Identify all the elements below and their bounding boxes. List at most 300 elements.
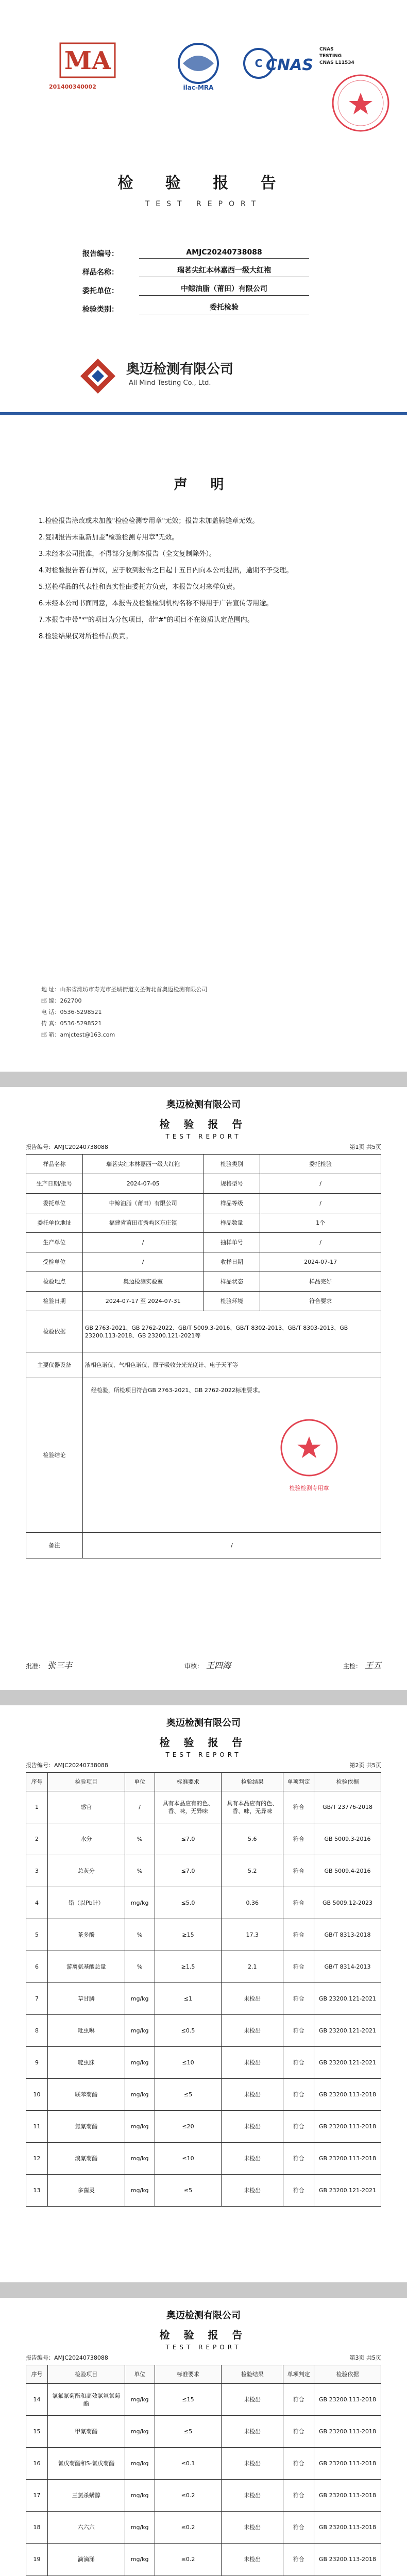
table-cell: 水分 [47,1823,125,1855]
cover-page [0,0,407,1072]
info-row [82,242,309,259]
table-cell: 未检出 [222,2079,283,2111]
cell-value: 2024-07-05 [82,1174,204,1194]
table-cell: 2 [26,1823,48,1855]
report-meta [26,1761,381,1769]
table-cell: ≤0.5 [155,2015,222,2047]
cnas-line: CNAS L11534 [319,60,354,65]
table-row [26,2448,381,2480]
table-cell: ≤0.2 [155,2480,222,2512]
table-row [26,1311,381,1352]
table-cell: mg/kg [125,1887,155,1919]
cell-label: 检验依据 [26,1311,83,1352]
cnas-line: TESTING [319,54,342,59]
table-cell: 未检出 [222,2480,283,2512]
signature-value: 王五 [364,1660,381,1670]
table-row [26,1155,381,1174]
report-company: 奥迈检测有限公司 [166,1718,241,1728]
cell-label: 生产日期/批号 [26,1174,83,1194]
signature-inspect [343,1659,381,1671]
table-cell: ≥1.5 [155,1951,222,1983]
signature-review [184,1659,231,1671]
table-cell: 符合 [283,2512,314,2544]
cell-label: 委托单位 [26,1194,83,1213]
column-header: 检验结果 [222,1773,283,1791]
table-header-row [26,1773,381,1791]
table-cell: 总灰分 [47,1855,125,1887]
column-header: 标准要求 [155,1773,222,1791]
table-cell: ≥15 [155,1919,222,1951]
table-row [26,1233,381,1252]
cell-value: 经检验，所检项目符合GB 2763-2021、GB 2762-2022标准要求。 [82,1378,381,1533]
cell-label: 抽样单号 [204,1233,260,1252]
table-cell: GB 5009.12-2023 [314,1887,381,1919]
cover-info [82,242,309,316]
info-row [82,279,309,296]
table-cell: ≤20 [155,2111,222,2143]
table-cell: GB 5009.4-2016 [314,1855,381,1887]
column-header: 单位 [125,1773,155,1791]
table-row [26,2143,381,2175]
table-cell: 符合 [283,2544,314,2575]
table-cell: 18 [26,2512,48,2544]
table-cell: ≤5 [155,2416,222,2448]
table-cell: mg/kg [125,2480,155,2512]
page-suffix: 页 共5页 [359,1762,381,1769]
svg-text:C: C [255,57,263,70]
table-cell: 未检出 [222,2384,283,2416]
cell-label: 生产单位 [26,1233,83,1252]
cell-value: 液相色谱仪、气相色谱仪、原子吸收分光光度计、电子天平等 [82,1352,381,1378]
cell-label: 受检单位 [26,1252,83,1272]
page-number [350,1761,382,1769]
report-title-en: TEST REPORT [165,2344,242,2351]
table-cell: 啶虫脒 [47,2047,125,2079]
declaration-item: 7.本报告中带"*"的项目为分包项目，带"#"的项目不在资质认定范围内。 [39,616,254,624]
signature-row [26,1659,381,1671]
page-prefix: 第 [349,1144,355,1150]
contact-info [41,984,371,1041]
table-cell: 符合 [283,2143,314,2175]
table-cell: 溴氰菊酯 [47,2143,125,2175]
page-number: 第1页 共5页 [349,1144,381,1150]
column-header: 单位 [125,2365,155,2384]
contact-line: 传 真：0536-5298521 [41,1020,102,1027]
cell-label: 备注 [26,1533,83,1558]
table-cell: 1 [26,1791,48,1823]
report-number: 报告编号：AMJC20240738088 [26,2354,108,2361]
table-cell: 未检出 [222,2047,283,2079]
table-cell: mg/kg [125,2544,155,2575]
report-meta [26,2353,381,2362]
cell-value: / [260,1194,381,1213]
table-cell: 4 [26,1887,48,1919]
report-company: 奥迈检测有限公司 [166,2310,241,2321]
table-cell: 铅（以Pb计） [47,1887,125,1919]
column-header: 序号 [26,1773,48,1791]
table-cell: GB 23200.121-2021 [314,2015,381,2047]
table-cell: GB 23200.121-2021 [314,1983,381,2015]
signature-value: 张三丰 [47,1660,73,1670]
table-cell: ≤5 [155,2079,222,2111]
report-number: 报告编号：AMJC20240738088 [26,1144,108,1150]
declaration-item: 1.检验报告涂改或未加盖"检验检测专用章"无效；报告未加盖骑缝章无效。 [39,517,259,525]
declaration-list [39,515,368,647]
table-cell: 未检出 [222,2544,283,2575]
table-cell: 12 [26,2143,48,2175]
info-value: 委托检验 [139,302,309,314]
table-cell: mg/kg [125,2143,155,2175]
column-header: 单项判定 [283,2365,314,2384]
table-cell: ≤5.0 [155,1887,222,1919]
cell-value: 委托检验 [260,1155,381,1174]
table-row [26,1533,381,1558]
cell-value: / [82,1533,381,1558]
table-cell: mg/kg [125,2015,155,2047]
divider [0,412,407,415]
table-row [26,2512,381,2544]
info-value: 中鲸油脂（莆田）有限公司 [139,283,309,296]
table-cell: GB 5009.3-2016 [314,1823,381,1855]
table-cell: 未检出 [222,2416,283,2448]
table-cell: mg/kg [125,2512,155,2544]
table-cell: 17 [26,2480,48,2512]
column-header: 检验依据 [314,2365,381,2384]
table-cell: 氯氟氰菊酯和高效氯氟氰菊酯 [47,2384,125,2416]
cell-value: 2024-07-17 至 2024-07-31 [82,1292,204,1311]
table-cell: 未检出 [222,2512,283,2544]
table-cell: mg/kg [125,2416,155,2448]
contact-line: 电 话：0536-5298521 [41,1009,102,1015]
declaration-item: 5.送检样品的代表性和真实性由委托方负责，本报告仅对来样负责。 [39,583,240,591]
table-cell: 5 [26,1919,48,1951]
table-cell: 符合 [283,2047,314,2079]
table-cell: ≤5 [155,2175,222,2207]
table-row [26,2480,381,2512]
cell-value: 福建省莆田市秀屿区东庄镇 [82,1213,204,1233]
table-cell: 符合 [283,1855,314,1887]
table-row [26,1213,381,1233]
table-cell: 符合 [283,1823,314,1855]
inspection-seal-stamp [278,1417,340,1479]
cell-label: 检验环境 [204,1292,260,1311]
table-cell: 游离氨基酸总量 [47,1951,125,1983]
cell-value: 样品完好 [260,1272,381,1292]
signature-value: 王四海 [206,1660,231,1670]
cell-label: 规格型号 [204,1174,260,1194]
cell-label: 检验地点 [26,1272,83,1292]
declaration-item: 4.对检验报告若有异议，应于收到报告之日起十五日内向本公司提出，逾期不予受理。 [39,567,293,574]
report-title: 检 验 报 告 [159,1736,248,1749]
table-cell: 16 [26,2448,48,2480]
cell-value: / [260,1174,381,1194]
cell-label: 样品等级 [204,1194,260,1213]
info-key: 样品名称： [82,268,118,277]
declaration-title: 声 明 [174,477,233,493]
table-cell: GB 23200.113-2018 [314,2111,381,2143]
table-cell: GB 23200.113-2018 [314,2416,381,2448]
column-header: 检验项目 [47,2365,125,2384]
table-cell: 氰戊菊酯和S-氰戊菊酯 [47,2448,125,2480]
contact-line: 地 址：山东省潍坊市寿光市圣城街道文圣街北首奥迈检测有限公司 [41,986,208,993]
report-page-1 [0,1087,407,1690]
column-header: 序号 [26,2365,48,2384]
table-cell: 3 [26,1855,48,1887]
table-cell: GB/T 8313-2018 [314,1919,381,1951]
table-row [26,1292,381,1311]
report-page-2 [0,1705,407,2282]
table-row [26,1983,381,2015]
table-cell: ≤10 [155,2047,222,2079]
svg-text:ilac-MRA: ilac-MRA [183,84,214,91]
report-title: 检 验 报 告 [159,2329,248,2341]
table-cell: 6 [26,1951,48,1983]
table-cell: 符合 [283,2015,314,2047]
table-cell: 符合 [283,1983,314,2015]
table-cell: 8 [26,2015,48,2047]
table-cell: mg/kg [125,2175,155,2207]
page-no: 2 [355,1762,359,1769]
report-company: 奥迈检测有限公司 [166,1099,241,1110]
table-cell: ≤7.0 [155,1823,222,1855]
table-cell: 未检出 [222,2143,283,2175]
table-row [26,1823,381,1855]
cell-label: 收样日期 [204,1252,260,1272]
table-cell: 甲氰菊酯 [47,2416,125,2448]
table-cell: 六六六 [47,2512,125,2544]
signature-label: 审核： [184,1663,203,1670]
table-row [26,1272,381,1292]
table-cell: 符合 [283,1919,314,1951]
table-row [26,1174,381,1194]
table-row [26,2416,381,2448]
column-header: 检验结果 [222,2365,283,2384]
table-cell: 15 [26,2416,48,2448]
table-cell: 5.6 [222,1823,283,1855]
table-row [26,2111,381,2143]
cell-value: 2024-07-17 [260,1252,381,1272]
table-cell: 符合 [283,2416,314,2448]
column-header: 检验项目 [47,1773,125,1791]
table-cell: GB 23200.113-2018 [314,2384,381,2416]
table-header-row [26,2365,381,2384]
table-row [26,1951,381,1983]
table-row [26,1252,381,1272]
signature-approve [26,1659,72,1671]
cell-label: 检验类别 [204,1155,260,1174]
table-cell: ≤10 [155,2143,222,2175]
page-prefix: 第 [349,1762,355,1769]
table-cell: ≤0.2 [155,2544,222,2575]
table-cell: % [125,1855,155,1887]
table-cell: GB 23200.113-2018 [314,2544,381,2575]
info-row [82,261,309,277]
report-header [0,1097,407,1140]
table-cell: 茶多酚 [47,1919,125,1951]
table-cell: GB 23200.113-2018 [314,2448,381,2480]
page-no: 3 [355,2354,359,2361]
table-cell: 氯氰菊酯 [47,2111,125,2143]
cnas-caption [319,46,354,66]
table-row [26,2015,381,2047]
table-cell: 17.3 [222,1919,283,1951]
cell-value: GB 2763-2021、GB 2762-2022、GB/T 5009.3-2016、GB/T 8302-2013、GB/T 8303-2013、GB 23200.113-2018、GB 23200.121-2021等 [82,1311,381,1352]
table-cell: GB/T 8314-2013 [314,1951,381,1983]
table-cell: 未检出 [222,1983,283,2015]
table-cell: 符合 [283,2384,314,2416]
info-key: 委托单位： [82,287,118,295]
cell-value: / [82,1233,204,1252]
cell-value: / [82,1252,204,1272]
table-row [26,1352,381,1378]
table-cell: 未检出 [222,2448,283,2480]
table-row [26,1791,381,1823]
table-cell: % [125,1951,155,1983]
table-cell: 未检出 [222,2111,283,2143]
cell-label: 样品名称 [26,1155,83,1174]
cover-subtitle: TEST REPORT [145,200,262,208]
table-row [26,1194,381,1213]
company-name-en: All Mind Testing Co., Ltd. [129,379,211,387]
table-cell: / [125,1791,155,1823]
cell-label: 样品数量 [204,1213,260,1233]
table-cell: 符合 [283,1887,314,1919]
table-cell: 5.2 [222,1855,283,1887]
declaration-item: 6.未经本公司书面同意，本报告及检验检测机构名称不得用于广告宣传等用途。 [39,600,273,607]
table-row [26,2079,381,2111]
table-cell: % [125,1919,155,1951]
table-cell: 14 [26,2384,48,2416]
page-number [350,2353,382,2362]
table-cell: 符合 [283,2079,314,2111]
report-title-en: TEST REPORT [165,1751,242,1758]
table-cell: 0.36 [222,1887,283,1919]
cnas-line: CNAS [319,47,334,52]
table-row [26,2384,381,2416]
declaration-item: 8.检验结果仅对所检样品负责。 [39,633,132,640]
signature-label: 批准： [26,1663,45,1670]
table-cell: 7 [26,1983,48,2015]
cnas-accreditation-icon [242,40,319,92]
declaration-item: 3.未经本公司批准，不得部分复制本报告（全文复制除外）。 [39,550,216,558]
table-row [26,2175,381,2207]
table-cell: mg/kg [125,2448,155,2480]
report-title-en: TEST REPORT [165,1133,242,1140]
table-cell: 多菌灵 [47,2175,125,2207]
table-cell: 13 [26,2175,48,2207]
table-cell: GB 23200.113-2018 [314,2079,381,2111]
table-cell: 滴滴涕 [47,2544,125,2575]
table-cell: mg/kg [125,2079,155,2111]
table-cell: 19 [26,2544,48,2575]
contact-line: 邮 编：262700 [41,997,82,1004]
table-row [26,1887,381,1919]
cell-value: 符合要求 [260,1292,381,1311]
cell-value: 中鲸油脂（莆田）有限公司 [82,1194,204,1213]
cell-label: 主要仪器设备 [26,1352,83,1378]
table-cell: mg/kg [125,2384,155,2416]
table-cell: ≤0.1 [155,2448,222,2480]
declaration-item: 2.复制报告未重新加盖"检验检测专用章"无效。 [39,534,179,541]
cell-value: 1个 [260,1213,381,1233]
table-cell: mg/kg [125,2047,155,2079]
column-header: 单项判定 [283,1773,314,1791]
table-cell: ≤0.2 [155,2512,222,2544]
info-key: 报告编号： [82,250,118,258]
column-header: 检验依据 [314,1773,381,1791]
table-cell: 符合 [283,2448,314,2480]
cover-title: 检 验 报 告 [117,174,290,192]
table-cell: ≤15 [155,2384,222,2416]
table-cell: 符合 [283,1791,314,1823]
table-row [26,1855,381,1887]
table-cell: GB 23200.113-2018 [314,2143,381,2175]
report-meta [26,1143,381,1151]
table-cell: 吡虫啉 [47,2015,125,2047]
cell-value: 奥迈检测实验室 [82,1272,204,1292]
table-cell: 符合 [283,2175,314,2207]
table-cell: ≤1 [155,1983,222,2015]
table-cell: 符合 [283,2111,314,2143]
column-header: 标准要求 [155,2365,222,2384]
table-cell: 符合 [283,1951,314,1983]
table-cell: 10 [26,2079,48,2111]
info-value: 瑞茗尖红本林嘉西一级大红袍 [139,265,309,277]
page-suffix: 页 共5页 [359,2354,381,2361]
ma-code: 201400340002 [49,83,96,90]
table-cell: 未检出 [222,2015,283,2047]
table-row [26,1919,381,1951]
table-cell: % [125,1823,155,1855]
cell-label: 样品状态 [204,1272,260,1292]
sample-info-table [26,1154,381,1558]
signature-label: 主检： [343,1663,362,1670]
table-cell: GB 23200.113-2018 [314,2512,381,2544]
cell-value: / [260,1233,381,1252]
stamp-text: 检验检测专用章 [289,1485,329,1492]
table-cell: 2.1 [222,1951,283,1983]
company-logo-icon [77,355,118,397]
table-cell: mg/kg [125,2111,155,2143]
report-title: 检 验 报 告 [159,1118,248,1130]
table-row [26,2544,381,2575]
table-cell: 符合 [283,2480,314,2512]
table-cell: 具有本品应有的色、香、味，无异味 [222,1791,283,1823]
report-header [0,1716,407,1758]
table-cell: ≤7.0 [155,1855,222,1887]
cell-value: 瑞茗尖红本林嘉西一级大红袍 [82,1155,204,1174]
page-prefix: 第 [349,2354,355,2361]
svg-text:CNAS: CNAS [266,56,313,74]
table-cell: 三氯杀螨醇 [47,2480,125,2512]
contact-line: 邮 箱：amjctest@163.com [41,1031,115,1038]
report-number: 报告编号：AMJC20240738088 [26,1762,108,1769]
results-table [26,1772,381,2207]
table-cell: 9 [26,2047,48,2079]
table-cell: 具有本品应有的色、香、味，无异味 [155,1791,222,1823]
cell-label: 检验结论 [26,1378,83,1533]
table-cell: 联苯菊酯 [47,2079,125,2111]
info-key: 检验类别： [82,306,118,314]
seal-stamp [330,72,392,134]
page-suffix: 页 共5页 [359,1144,381,1150]
report-page-3 [0,2298,407,2576]
table-row [26,2047,381,2079]
table-cell: GB/T 23776-2018 [314,1791,381,1823]
table-cell: 草甘膦 [47,1983,125,2015]
table-cell: 未检出 [222,2175,283,2207]
cell-label: 检验日期 [26,1292,83,1311]
